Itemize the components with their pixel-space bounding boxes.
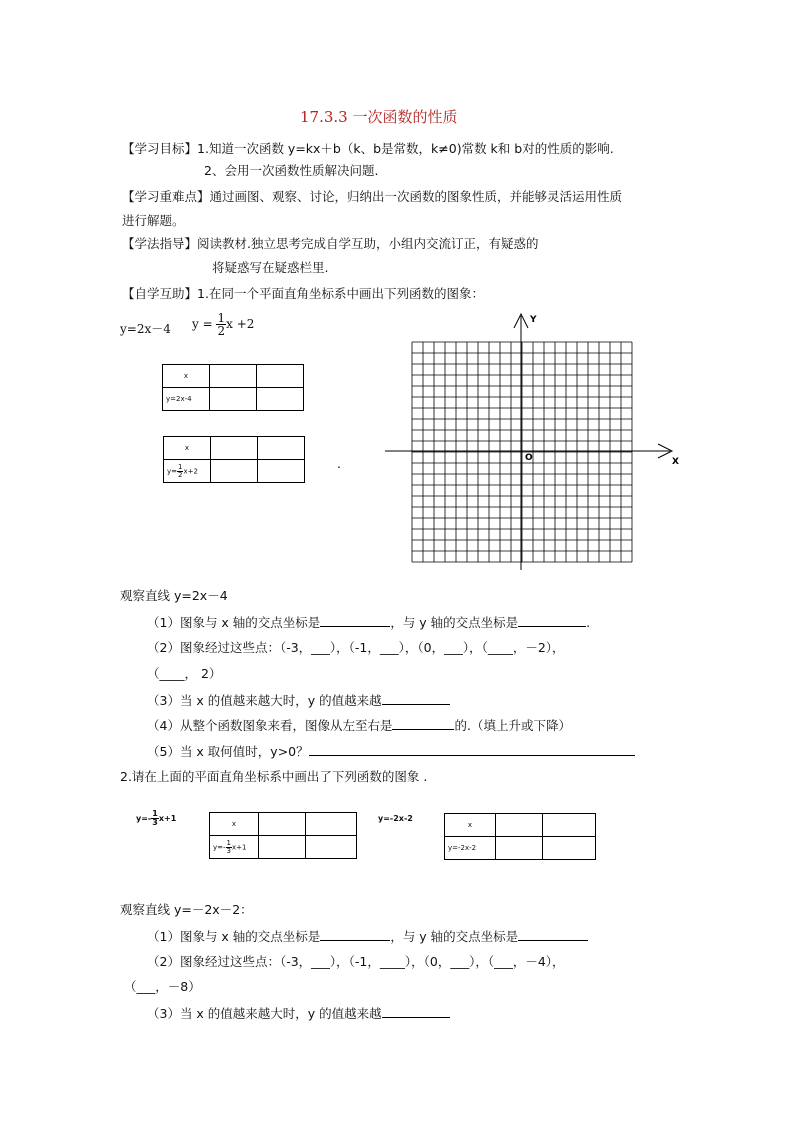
observe2-q1-text-a: （1）图象与 x 轴的交点坐标是 <box>147 929 321 944</box>
function-4: y=-2x-2 <box>378 814 413 823</box>
table3-den: 3 <box>226 846 232 855</box>
table4-y-label: y=-2x-2 <box>445 837 496 860</box>
table-cell[interactable] <box>496 814 543 837</box>
table4-x-label: x <box>445 814 496 837</box>
observe2-q1 <box>147 927 588 946</box>
observe1-q5 <box>147 742 635 761</box>
table-cell[interactable] <box>543 814 596 837</box>
table1-y-label: y=2x-4 <box>163 388 210 411</box>
method-line1 <box>122 235 539 253</box>
table2-y-suffix: x+2 <box>183 467 198 475</box>
observe1-heading: 观察直线 y=2x－4 <box>120 588 228 603</box>
table-cell[interactable] <box>259 813 306 836</box>
observe1-q4-text-b: 的.（填上升或下降） <box>454 718 571 733</box>
observe2-heading: 观察直线 y=－2x－2： <box>120 902 253 917</box>
goals-line2: 2、会用一次函数性质解决问题. <box>204 163 379 178</box>
selfstudy-text: 1.在同一个平面直角坐标系中画出下列函数的图象： <box>197 286 484 301</box>
table2-y-label <box>164 460 211 483</box>
goals-line1 <box>122 140 614 158</box>
function-3-suffix: x+1 <box>158 814 177 823</box>
observe1-q5-text: （5）当 x 取何值时，y>0？ <box>147 744 309 759</box>
observe1-q4-text-a: （4）从整个函数图象来看，图像从左至右是 <box>147 718 393 733</box>
function-2-fraction <box>216 312 226 337</box>
observe2-q2: （2）图象经过这些点：（-3，___），（-1，____），（0，___），（___，－4）， <box>147 954 565 969</box>
answer-blank[interactable] <box>382 691 450 705</box>
function-3-num: 1 <box>152 809 158 818</box>
function-1: y=2x－4 <box>120 322 171 336</box>
selfstudy-line <box>122 285 484 303</box>
stray-dot: . <box>337 456 341 471</box>
table-cell[interactable] <box>259 836 306 859</box>
observe1-q1 <box>147 613 590 632</box>
table-cell[interactable] <box>258 437 305 460</box>
answer-blank[interactable] <box>518 927 588 941</box>
value-table-2 <box>163 436 305 483</box>
table-cell[interactable] <box>257 365 304 388</box>
selfstudy-label: 【自学互助】 <box>122 286 198 301</box>
table2-num: 1 <box>178 462 183 471</box>
page-title: 17.3.3 一次函数的性质 <box>300 108 458 126</box>
method-line2: 将疑惑写在疑惑栏里. <box>212 260 329 275</box>
x-axis-label: X <box>672 457 679 467</box>
value-table-4 <box>444 813 596 860</box>
table-cell[interactable] <box>210 365 257 388</box>
table2-den: 2 <box>178 470 183 479</box>
table-cell[interactable] <box>211 460 258 483</box>
value-table-3 <box>209 812 357 859</box>
table2-y-prefix: y= <box>167 467 178 475</box>
observe1-q3-text: （3）当 x 的值越来越大时，y 的值越来越 <box>147 693 382 708</box>
table2-x-label: x <box>164 437 211 460</box>
observe1-q1-text-b: ，与 y 轴的交点坐标是 <box>390 615 519 630</box>
table3-y-prefix: y=- <box>213 843 226 851</box>
observe2-q2b: （___，－8） <box>124 979 201 994</box>
observe1-q2: （2）图象经过这些点：（-3，___），（-1，___），（0，___），（____，－2）， <box>147 640 565 655</box>
table3-x-label: x <box>210 813 259 836</box>
observe1-q3 <box>147 691 450 710</box>
grid-lines <box>412 342 632 562</box>
part2-text: 2.请在上面的平面直角坐标系中画出了下列函数的图象 . <box>120 769 428 784</box>
observe2-q3-text: （3）当 x 的值越来越大时，y 的值越来越 <box>147 1006 382 1021</box>
table-cell[interactable] <box>258 460 305 483</box>
table3-y-suffix: x+1 <box>232 843 247 851</box>
function-2 <box>192 312 254 337</box>
method-label: 【学法指导】 <box>122 236 198 251</box>
keypoints-line1 <box>122 188 622 206</box>
observe2-q3 <box>147 1004 450 1023</box>
table3-y-label <box>210 836 259 859</box>
observe1-q4 <box>147 716 571 735</box>
goals-text1: 1.知道一次函数 y=kx＋b（k、b是常数，k≠0)常数 k和 b对的性质的影响. <box>197 141 614 156</box>
answer-blank[interactable] <box>382 1004 450 1018</box>
origin-label: O <box>525 453 533 463</box>
method-text1: 阅读教材.独立思考完成自学互助，小组内交流订正，有疑惑的 <box>197 236 539 251</box>
answer-blank[interactable] <box>518 613 586 627</box>
table-cell[interactable] <box>496 837 543 860</box>
table-cell[interactable] <box>306 836 357 859</box>
observe1-q2b: （____， 2） <box>147 666 222 681</box>
coordinate-grid[interactable] <box>380 310 690 580</box>
goals-label: 【学习目标】 <box>122 141 198 156</box>
table1-x-label: x <box>163 365 210 388</box>
function-2-num: 1 <box>217 311 226 325</box>
keypoints-text1: 通过画图、观察、讨论，归纳出一次函数的图象性质，并能够灵活运用性质 <box>209 189 623 204</box>
function-2-prefix: y = <box>192 317 213 331</box>
y-axis-label: Y <box>530 315 537 325</box>
answer-blank[interactable] <box>320 613 390 627</box>
table-cell[interactable] <box>211 437 258 460</box>
observe1-q1-text-c: . <box>586 615 591 630</box>
observe1-q1-text-a: （1）图象与 x 轴的交点坐标是 <box>147 615 321 630</box>
observe2-q1-text-b: ，与 y 轴的交点坐标是 <box>390 929 519 944</box>
answer-blank[interactable] <box>392 716 454 730</box>
function-3-fraction <box>151 810 159 827</box>
answer-blank[interactable] <box>320 927 390 941</box>
table3-num: 1 <box>226 838 232 847</box>
function-3-prefix: y=- <box>136 814 152 823</box>
value-table-1 <box>162 364 304 411</box>
keypoints-line2: 进行解题。 <box>122 213 185 228</box>
function-3-den: 3 <box>152 818 158 827</box>
keypoints-label: 【学习重难点】 <box>122 189 210 204</box>
function-3 <box>136 810 176 827</box>
y-axis <box>514 314 528 570</box>
table-cell[interactable] <box>257 388 304 411</box>
function-2-den: 2 <box>217 324 226 338</box>
table-cell[interactable] <box>543 837 596 860</box>
table-cell[interactable] <box>306 813 357 836</box>
answer-blank[interactable] <box>309 742 635 756</box>
table-cell[interactable] <box>210 388 257 411</box>
function-2-suffix: x +2 <box>226 317 255 331</box>
